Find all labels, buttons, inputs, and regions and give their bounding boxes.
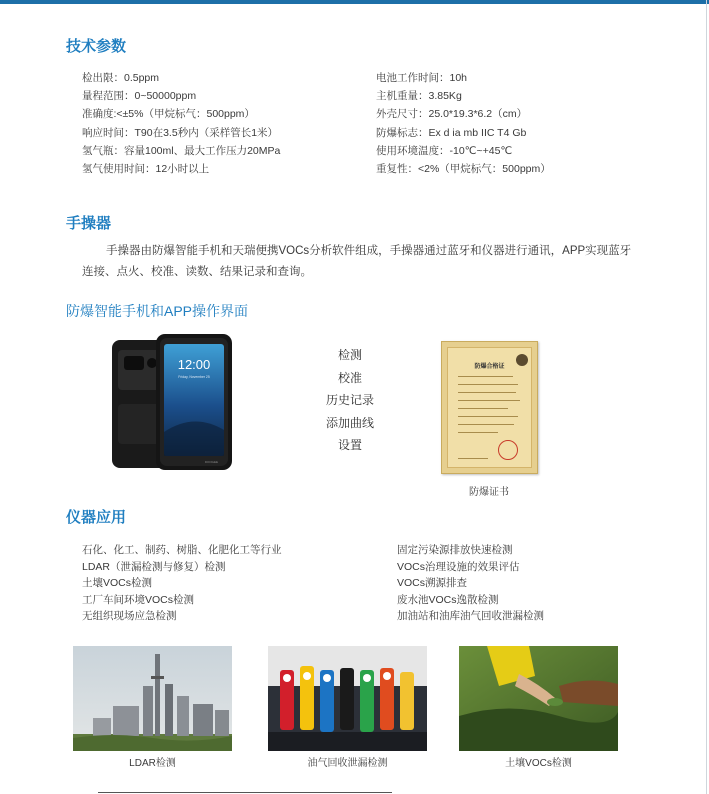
phone-brand: DOOGEE bbox=[204, 460, 218, 464]
top-rule bbox=[0, 0, 709, 4]
application-item: 固定污染源排放快速检测 bbox=[397, 544, 513, 556]
application-item: 无组织现场应急检测 bbox=[82, 610, 177, 623]
spec-item: 氢气瓶：容量100ml、最大工作压力20MPa bbox=[82, 144, 281, 157]
ldar-photo-caption: LDAR检测 bbox=[129, 758, 176, 769]
application-item: 石化、化工、制药、树脂、化肥化工等行业 bbox=[82, 544, 282, 556]
spec-item: 响应时间：T90在3.5秒内（采样管长1米） bbox=[82, 126, 279, 139]
specs-left-list bbox=[82, 69, 280, 178]
spec-item: 重复性：<2%（甲烷标气：500ppm） bbox=[376, 163, 551, 176]
spec-item: 使用环境温度：-10℃~+45℃ bbox=[376, 144, 513, 157]
handheld-heading: 手操器 bbox=[66, 215, 112, 232]
app-menu-item: 设置 bbox=[337, 438, 362, 453]
app-menu-item: 添加曲线 bbox=[325, 415, 374, 430]
app-menu-list bbox=[318, 344, 382, 457]
soil-photo-caption: 土壤VOCs检测 bbox=[505, 758, 572, 769]
right-rule bbox=[706, 0, 707, 794]
application-item: 土壤VOCs检测 bbox=[82, 577, 153, 590]
specs-right-list bbox=[376, 69, 551, 178]
app-menu-item: 检测 bbox=[337, 348, 362, 362]
soil-photo bbox=[459, 646, 618, 751]
certificate-caption: 防爆证书 bbox=[469, 487, 509, 498]
phone-date: Friday, November 25 bbox=[178, 375, 210, 379]
applications-heading: 仪器应用 bbox=[66, 509, 127, 526]
applications-left-list bbox=[82, 542, 282, 625]
specs-heading: 技术参数 bbox=[66, 38, 127, 55]
application-item: 废水池VOCs逸散检测 bbox=[397, 593, 499, 606]
application-item: VOCs溯源排查 bbox=[397, 577, 468, 590]
app-menu-item: 历史记录 bbox=[325, 393, 374, 408]
application-item: 工厂车间环境VOCs检测 bbox=[82, 593, 195, 606]
spec-item: 主机重量：3.85Kg bbox=[376, 90, 462, 103]
spec-item: 外壳尺寸：25.0*19.3*6.2（cm） bbox=[376, 108, 528, 121]
handheld-description: 手操器由防爆智能手机和天瑞便携VOCs分析软件组成，手操器通过蓝牙和仪器进行通讯，APP实现蓝牙连接、点火、校准、读数、结果记录和查询。 bbox=[82, 245, 632, 278]
spec-item: 防爆标志：Ex d ia mb IIC T4 Gb bbox=[376, 126, 527, 139]
spec-item: 准确度:<±5%（甲烷标气：500ppm） bbox=[82, 108, 255, 121]
spec-item: 检出限：0.5ppm bbox=[82, 72, 160, 84]
spec-item: 量程范围：0~50000ppm bbox=[82, 90, 197, 103]
application-item: LDAR（泄漏检测与修复）检测 bbox=[82, 560, 226, 573]
applications-right-list bbox=[397, 542, 544, 625]
certificate-seal-icon bbox=[498, 440, 518, 460]
phone-heading: 防爆智能手机和APP操作界面 bbox=[66, 303, 249, 319]
rugged-phone-image bbox=[110, 332, 234, 472]
certificate-image bbox=[441, 341, 538, 474]
ldar-photo bbox=[73, 646, 232, 751]
application-item: 加油站和油库油气回收泄漏检测 bbox=[397, 610, 544, 623]
fuel-pump-photo-caption: 油气回收泄漏检测 bbox=[307, 758, 388, 769]
fuel-pump-photo bbox=[268, 646, 427, 751]
footer-divider bbox=[98, 792, 392, 793]
spec-item: 电池工作时间：10h bbox=[376, 72, 468, 84]
application-item: VOCs治理设施的效果评估 bbox=[397, 560, 520, 573]
phone-clock: 12:00 bbox=[177, 357, 211, 372]
spec-item: 氢气使用时间：12小时以上 bbox=[82, 163, 210, 176]
certificate-title: 防爆合格证 bbox=[474, 364, 505, 370]
app-menu-item: 校准 bbox=[337, 370, 362, 385]
